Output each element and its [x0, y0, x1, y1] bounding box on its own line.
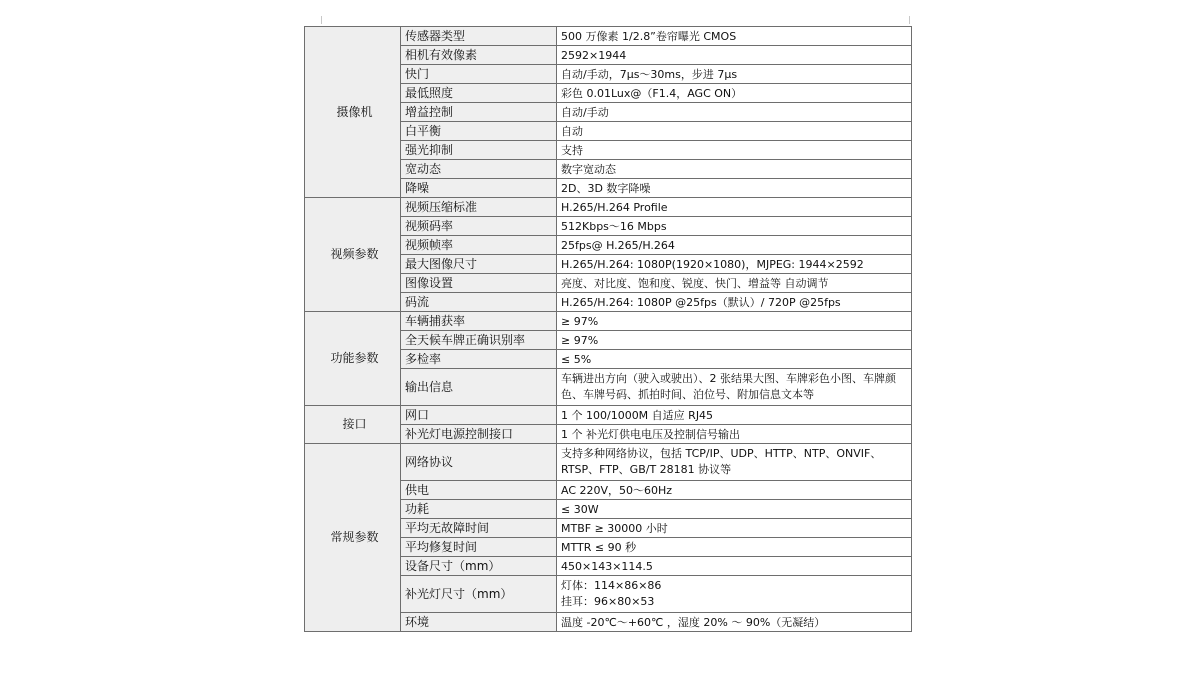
table-row	[305, 312, 912, 331]
param-label: 补光灯尺寸（mm）	[401, 576, 557, 613]
param-value: 450×143×114.5	[557, 557, 912, 576]
category-interface: 接口	[305, 406, 401, 444]
param-label: 设备尺寸（mm）	[401, 557, 557, 576]
param-label: 传感器类型	[401, 27, 557, 46]
param-value: MTTR ≤ 90 秒	[557, 538, 912, 557]
param-value: 1 个 100/1000M 自适应 RJ45	[557, 406, 912, 425]
param-label: 宽动态	[401, 160, 557, 179]
param-label: 最大图像尺寸	[401, 255, 557, 274]
param-label: 环境	[401, 613, 557, 632]
param-label: 全天候车牌正确识别率	[401, 331, 557, 350]
param-value: 2592×1944	[557, 46, 912, 65]
param-value-line: 灯体：114×86×86	[561, 579, 662, 592]
param-label: 平均修复时间	[401, 538, 557, 557]
param-value: 1 个 补光灯供电电压及控制信号输出	[557, 425, 912, 444]
page-corner-mark-left	[321, 16, 322, 24]
param-label: 增益控制	[401, 103, 557, 122]
param-value: 车辆进出方向（驶入或驶出）、2 张结果大图、车牌彩色小图、车牌颜色、车牌号码、抓拍时间、泊位号、附加信息文本等	[557, 369, 912, 406]
param-value: 数字宽动态	[557, 160, 912, 179]
param-value: ≥ 97%	[557, 312, 912, 331]
param-label: 视频帧率	[401, 236, 557, 255]
category-video: 视频参数	[305, 198, 401, 312]
param-value: 温度 -20℃～+60℃ ，湿度 20% ～ 90%（无凝结）	[557, 613, 912, 632]
param-label: 强光抑制	[401, 141, 557, 160]
param-label: 平均无故障时间	[401, 519, 557, 538]
param-value	[557, 576, 912, 613]
param-value: 亮度、对比度、饱和度、锐度、快门、增益等 自动调节	[557, 274, 912, 293]
param-value: MTBF ≥ 30000 小时	[557, 519, 912, 538]
param-label: 功耗	[401, 500, 557, 519]
param-label: 图像设置	[401, 274, 557, 293]
category-general: 常规参数	[305, 444, 401, 632]
param-label: 供电	[401, 481, 557, 500]
table-row	[305, 406, 912, 425]
param-value-line: 挂耳：96×80×53	[561, 595, 655, 608]
param-value: AC 220V，50～60Hz	[557, 481, 912, 500]
table-row	[305, 198, 912, 217]
param-label: 网口	[401, 406, 557, 425]
param-label: 输出信息	[401, 369, 557, 406]
spec-table	[304, 26, 912, 632]
param-label: 快门	[401, 65, 557, 84]
param-label: 码流	[401, 293, 557, 312]
param-value: H.265/H.264: 1080P @25fps（默认）/ 720P @25fps	[557, 293, 912, 312]
param-value: 自动/手动，7μs～30ms，步进 7μs	[557, 65, 912, 84]
table-row	[305, 27, 912, 46]
param-value: 彩色 0.01Lux@（F1.4，AGC ON）	[557, 84, 912, 103]
category-function: 功能参数	[305, 312, 401, 406]
param-value: 自动/手动	[557, 103, 912, 122]
param-label: 补光灯电源控制接口	[401, 425, 557, 444]
param-value: 25fps@ H.265/H.264	[557, 236, 912, 255]
category-camera: 摄像机	[305, 27, 401, 198]
param-label: 最低照度	[401, 84, 557, 103]
param-label: 视频压缩标准	[401, 198, 557, 217]
param-value: H.265/H.264: 1080P(1920×1080)，MJPEG: 1944×2592	[557, 255, 912, 274]
param-label: 视频码率	[401, 217, 557, 236]
param-value: 支持	[557, 141, 912, 160]
param-value: 自动	[557, 122, 912, 141]
param-value: 512Kbps～16 Mbps	[557, 217, 912, 236]
param-value: 500 万像素 1/2.8”卷帘曝光 CMOS	[557, 27, 912, 46]
page-corner-mark-right	[909, 16, 910, 24]
param-label: 白平衡	[401, 122, 557, 141]
param-label: 相机有效像素	[401, 46, 557, 65]
param-label: 网络协议	[401, 444, 557, 481]
param-value: ≤ 30W	[557, 500, 912, 519]
param-label: 降噪	[401, 179, 557, 198]
param-value: 支持多种网络协议，包括 TCP/IP、UDP、HTTP、NTP、ONVIF、RTSP、FTP、GB/T 28181 协议等	[557, 444, 912, 481]
table-row	[305, 444, 912, 481]
param-label: 多检率	[401, 350, 557, 369]
param-value: H.265/H.264 Profile	[557, 198, 912, 217]
param-value: ≤ 5%	[557, 350, 912, 369]
param-value: 2D、3D 数字降噪	[557, 179, 912, 198]
param-value: ≥ 97%	[557, 331, 912, 350]
param-label: 车辆捕获率	[401, 312, 557, 331]
